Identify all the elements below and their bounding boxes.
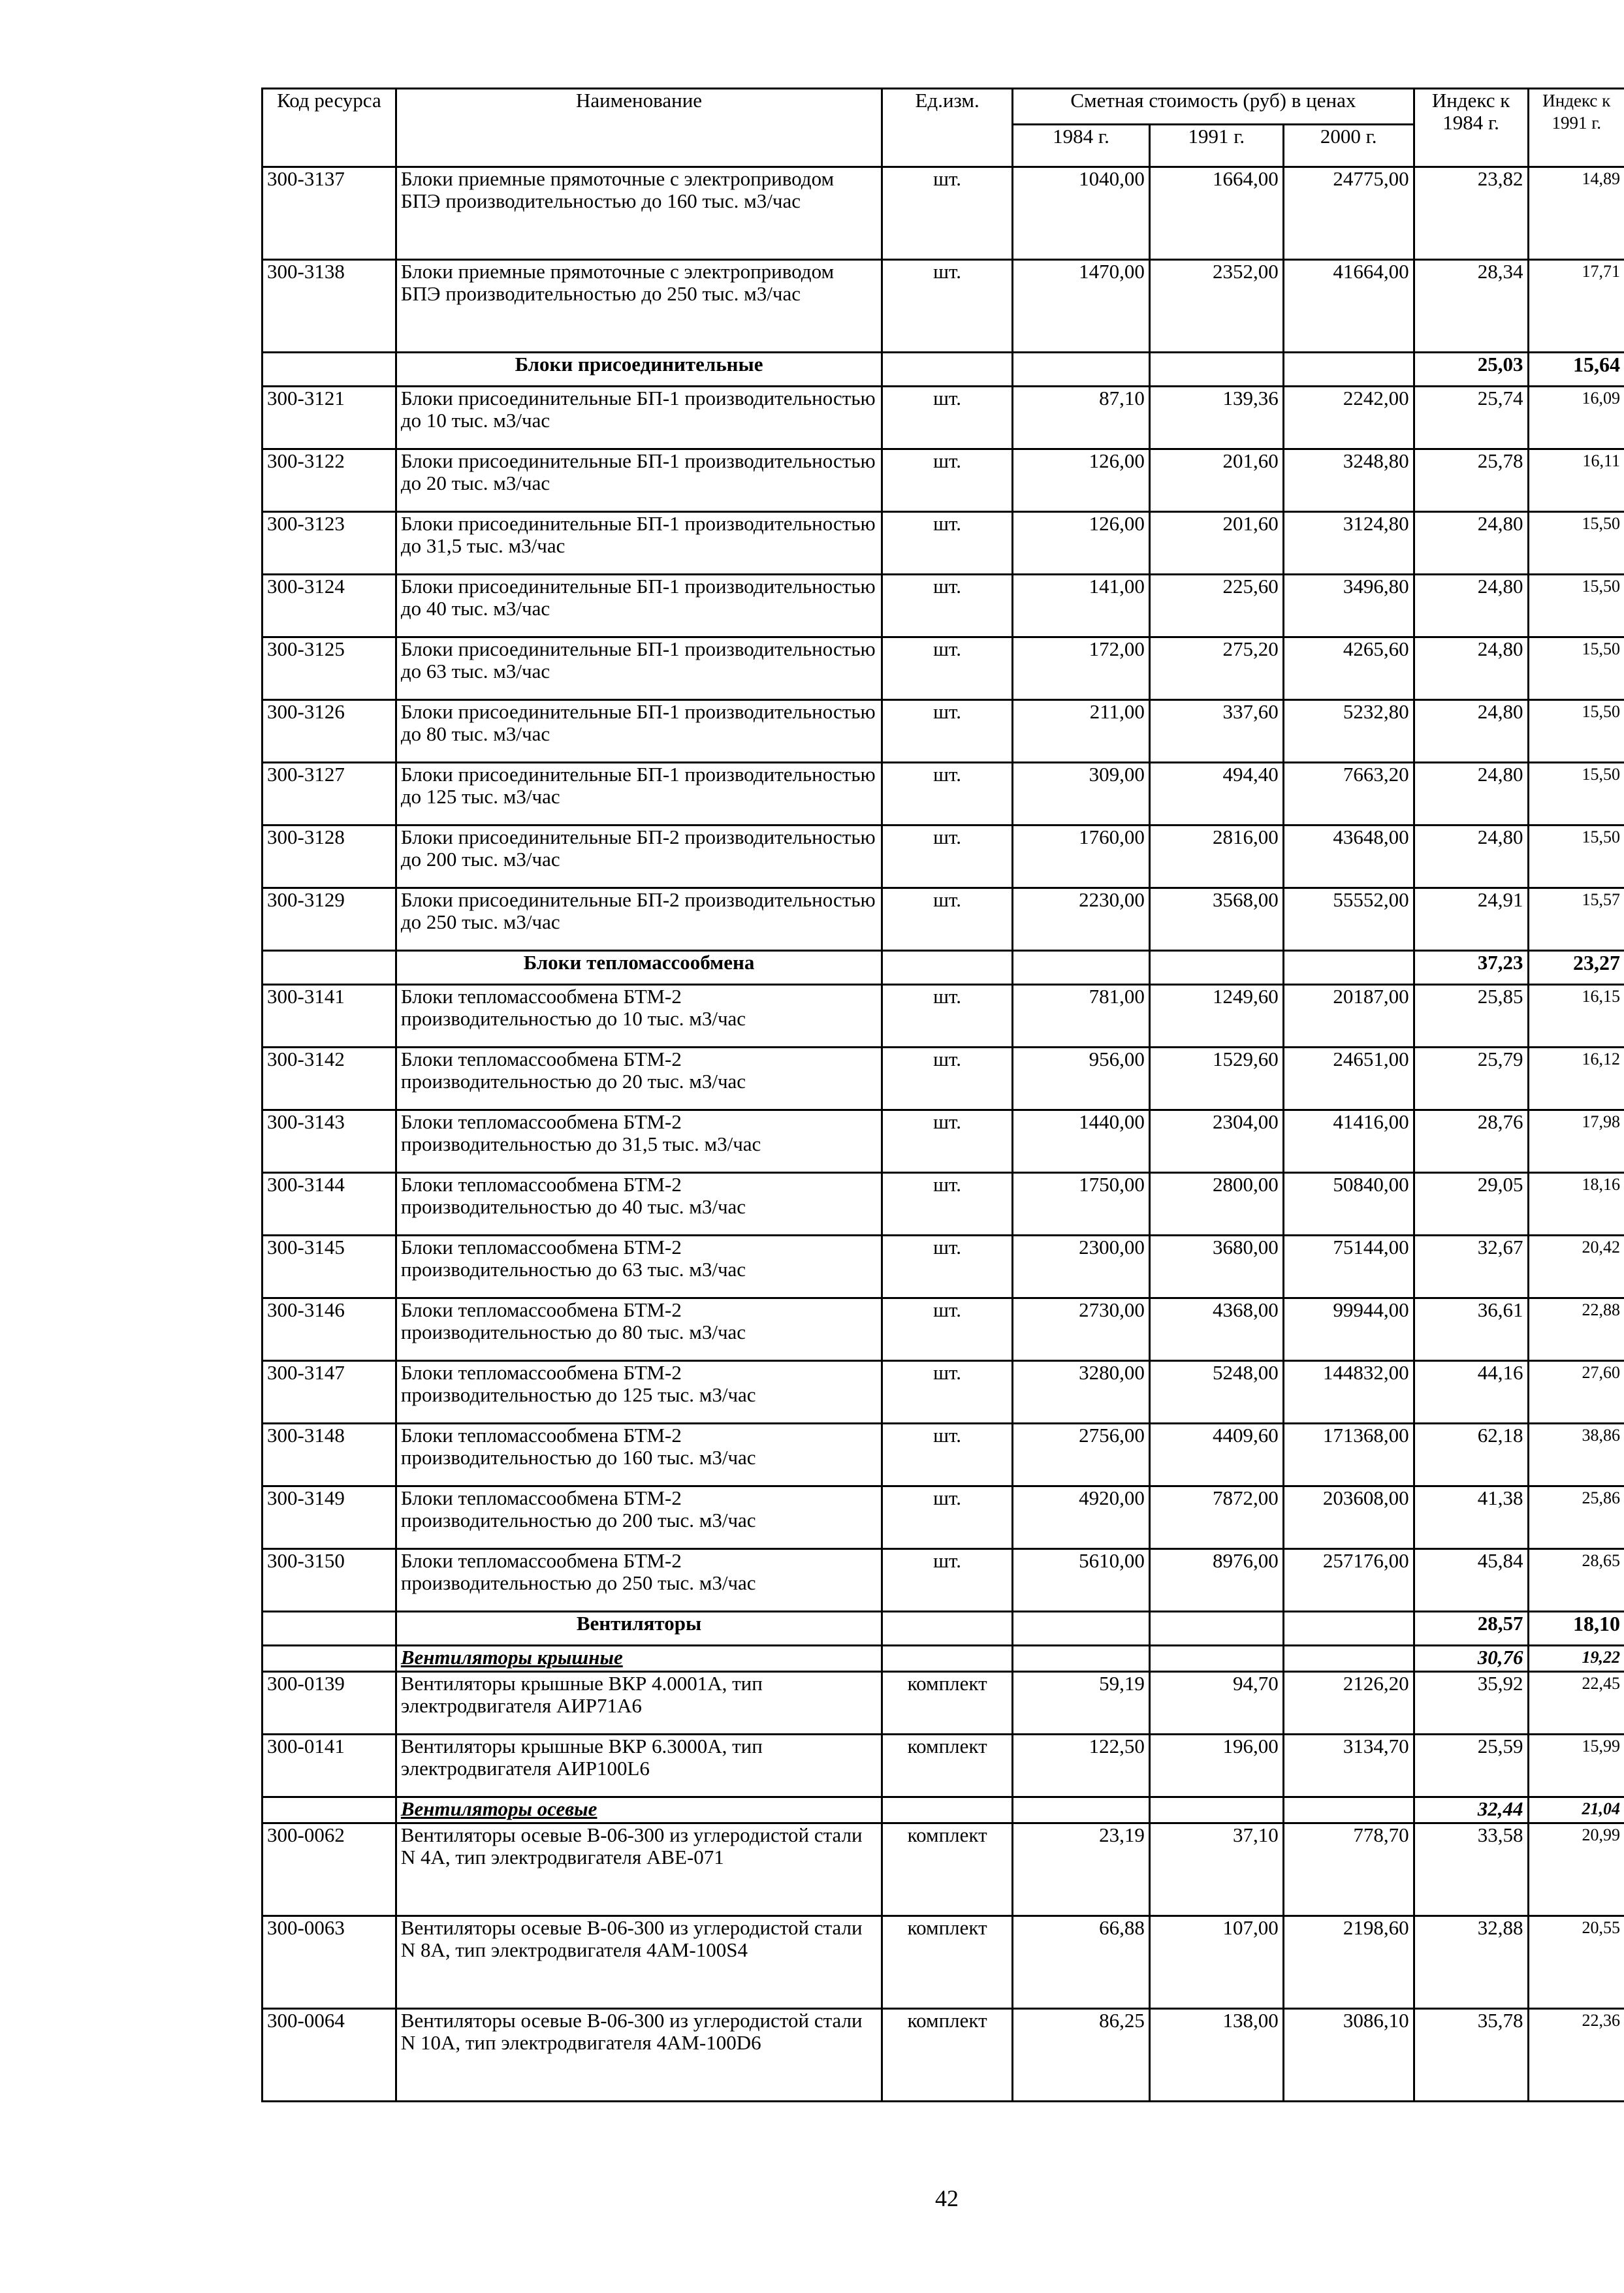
- section-index-1991: 23,27: [1528, 951, 1624, 985]
- price-2000: 5232,80: [1283, 700, 1414, 763]
- unit-of-measure: шт.: [882, 1549, 1013, 1612]
- section-row: [263, 951, 1624, 985]
- resource-name: Блоки тепломассообмена БТМ-2 производительностью до 10 тыс. м3/час: [396, 985, 882, 1048]
- unit-of-measure: шт.: [882, 1424, 1013, 1486]
- index-1991: 22,45: [1528, 1672, 1624, 1735]
- price-2000: 50840,00: [1283, 1173, 1414, 1236]
- table-row: [263, 512, 1624, 575]
- price-1991: 275,20: [1149, 637, 1283, 700]
- index-1991: 14,89: [1528, 167, 1624, 260]
- resource-name: Вентиляторы осевые В-06-300 из углеродистой стали N 10А, тип электродвигателя 4АМ-100D6: [396, 2009, 882, 2102]
- empty-cell: [1149, 1797, 1283, 1823]
- table-row: [263, 888, 1624, 951]
- index-1991: 15,50: [1528, 637, 1624, 700]
- empty-cell: [1283, 1646, 1414, 1672]
- empty-cell: [1149, 1612, 1283, 1646]
- index-1991: 15,50: [1528, 700, 1624, 763]
- resource-name: Блоки присоединительные БП-1 производительностью до 10 тыс. м3/час: [396, 387, 882, 449]
- resource-code: 300-3124: [263, 575, 396, 637]
- resource-name: Вентиляторы крышные ВКР 6.3000А, тип электродвигателя АИР100L6: [396, 1735, 882, 1797]
- resource-name: Вентиляторы крышные ВКР 4.0001А, тип электродвигателя АИР71А6: [396, 1672, 882, 1735]
- resource-code: 300-0062: [263, 1823, 396, 1916]
- table-row: [263, 167, 1624, 260]
- unit-of-measure: комплект: [882, 1672, 1013, 1735]
- price-2000: 41664,00: [1283, 260, 1414, 353]
- section-row: [263, 1612, 1624, 1646]
- price-1984: 126,00: [1013, 512, 1150, 575]
- index-1991: 28,65: [1528, 1549, 1624, 1612]
- index-1984: 36,61: [1414, 1298, 1528, 1361]
- header-unit: Ед.изм.: [882, 89, 1013, 167]
- price-2000: 3248,80: [1283, 449, 1414, 512]
- price-1984: 59,19: [1013, 1672, 1150, 1735]
- unit-of-measure: шт.: [882, 449, 1013, 512]
- price-1991: 4409,60: [1149, 1424, 1283, 1486]
- resource-name: Блоки присоединительные БП-2 производительностью до 250 тыс. м3/час: [396, 888, 882, 951]
- resource-code: 300-3144: [263, 1173, 396, 1236]
- empty-cell: [1013, 951, 1150, 985]
- index-1984: 25,79: [1414, 1048, 1528, 1110]
- unit-of-measure: шт.: [882, 763, 1013, 826]
- section-index-1984: 25,03: [1414, 353, 1528, 387]
- subsection-index-1991: 19,22: [1528, 1646, 1624, 1672]
- table-row: [263, 1173, 1624, 1236]
- price-1991: 201,60: [1149, 449, 1283, 512]
- resource-name: Блоки приемные прямоточные с электроприводом БПЭ производительностью до 160 тыс. м3/час: [396, 167, 882, 260]
- resource-name: Блоки тепломассообмена БТМ-2 производительностью до 20 тыс. м3/час: [396, 1048, 882, 1110]
- table-row: [263, 260, 1624, 353]
- header-index-1984: Индекс к 1984 г.: [1414, 89, 1528, 167]
- section-title: Вентиляторы: [396, 1612, 882, 1646]
- price-2000: 171368,00: [1283, 1424, 1414, 1486]
- resource-code: 300-3127: [263, 763, 396, 826]
- resource-code: 300-3149: [263, 1486, 396, 1549]
- empty-cell: [1283, 353, 1414, 387]
- resource-code: 300-3123: [263, 512, 396, 575]
- index-1984: 24,80: [1414, 826, 1528, 888]
- resource-code: 300-3128: [263, 826, 396, 888]
- header-row-1: [263, 89, 1624, 125]
- unit-of-measure: шт.: [882, 1236, 1013, 1298]
- table-row: [263, 449, 1624, 512]
- price-1984: 211,00: [1013, 700, 1150, 763]
- price-2000: 75144,00: [1283, 1236, 1414, 1298]
- index-1984: 24,80: [1414, 700, 1528, 763]
- index-1991: 16,12: [1528, 1048, 1624, 1110]
- price-1984: 86,25: [1013, 2009, 1150, 2102]
- index-1984: 32,88: [1414, 1916, 1528, 2009]
- index-1984: 35,92: [1414, 1672, 1528, 1735]
- index-1991: 38,86: [1528, 1424, 1624, 1486]
- index-1984: 24,91: [1414, 888, 1528, 951]
- section-code-cell: [263, 951, 396, 985]
- price-2000: 144832,00: [1283, 1361, 1414, 1424]
- index-1991: 20,55: [1528, 1916, 1624, 2009]
- resource-code: 300-0141: [263, 1735, 396, 1797]
- price-1991: 94,70: [1149, 1672, 1283, 1735]
- index-1991: 15,99: [1528, 1735, 1624, 1797]
- unit-of-measure: шт.: [882, 1110, 1013, 1173]
- price-1984: 1440,00: [1013, 1110, 1150, 1173]
- table-row: [263, 700, 1624, 763]
- resource-name: Блоки присоединительные БП-1 производительностью до 80 тыс. м3/час: [396, 700, 882, 763]
- section-index-1991: 18,10: [1528, 1612, 1624, 1646]
- unit-of-measure: шт.: [882, 700, 1013, 763]
- subsection-index-1984: 32,44: [1414, 1797, 1528, 1823]
- index-1991: 16,15: [1528, 985, 1624, 1048]
- empty-cell: [882, 1646, 1013, 1672]
- index-1984: 28,34: [1414, 260, 1528, 353]
- page-number: 42: [935, 2185, 959, 2211]
- price-1991: 2800,00: [1149, 1173, 1283, 1236]
- empty-cell: [1283, 1612, 1414, 1646]
- table-row: [263, 1823, 1624, 1916]
- resource-name: Блоки тепломассообмена БТМ-2 производительностью до 125 тыс. м3/час: [396, 1361, 882, 1424]
- header-cost-group: Сметная стоимость (руб) в ценах: [1013, 89, 1414, 125]
- price-1991: 8976,00: [1149, 1549, 1283, 1612]
- table-row: [263, 1735, 1624, 1797]
- price-1984: 122,50: [1013, 1735, 1150, 1797]
- index-1984: 62,18: [1414, 1424, 1528, 1486]
- resource-code: 300-3138: [263, 260, 396, 353]
- price-2000: 3086,10: [1283, 2009, 1414, 2102]
- index-1984: 24,80: [1414, 637, 1528, 700]
- price-1991: 3568,00: [1149, 888, 1283, 951]
- price-1984: 3280,00: [1013, 1361, 1150, 1424]
- price-1991: 494,40: [1149, 763, 1283, 826]
- index-1991: 15,50: [1528, 763, 1624, 826]
- price-2000: 203608,00: [1283, 1486, 1414, 1549]
- subsection-code-cell: [263, 1797, 396, 1823]
- table-row: [263, 637, 1624, 700]
- section-title: Блоки присоединительные: [396, 353, 882, 387]
- resource-code: 300-3141: [263, 985, 396, 1048]
- header-code: Код ресурса: [263, 89, 396, 167]
- section-index-1984: 28,57: [1414, 1612, 1528, 1646]
- resource-name: Вентиляторы осевые В-06-300 из углеродистой стали N 8А, тип электродвигателя 4АМ-100S4: [396, 1916, 882, 2009]
- table-row: [263, 1916, 1624, 2009]
- resource-code: 300-3148: [263, 1424, 396, 1486]
- price-1984: 781,00: [1013, 985, 1150, 1048]
- price-1991: 5248,00: [1149, 1361, 1283, 1424]
- resource-name: Блоки тепломассообмена БТМ-2 производительностью до 31,5 тыс. м3/час: [396, 1110, 882, 1173]
- unit-of-measure: шт.: [882, 575, 1013, 637]
- price-1991: 225,60: [1149, 575, 1283, 637]
- price-1991: 1249,60: [1149, 985, 1283, 1048]
- index-1984: 33,58: [1414, 1823, 1528, 1916]
- price-1984: 87,10: [1013, 387, 1150, 449]
- index-1984: 35,78: [1414, 2009, 1528, 2102]
- unit-of-measure: шт.: [882, 985, 1013, 1048]
- price-1991: 1529,60: [1149, 1048, 1283, 1110]
- table-row: [263, 1549, 1624, 1612]
- section-code-cell: [263, 353, 396, 387]
- index-1991: 15,50: [1528, 512, 1624, 575]
- unit-of-measure: шт.: [882, 826, 1013, 888]
- price-1984: 309,00: [1013, 763, 1150, 826]
- subsection-index-1991: 21,04: [1528, 1797, 1624, 1823]
- index-1984: 24,80: [1414, 763, 1528, 826]
- price-2000: 55552,00: [1283, 888, 1414, 951]
- price-2000: 2126,20: [1283, 1672, 1414, 1735]
- price-1991: 37,10: [1149, 1823, 1283, 1916]
- unit-of-measure: шт.: [882, 167, 1013, 260]
- price-1984: 1750,00: [1013, 1173, 1150, 1236]
- section-row: [263, 353, 1624, 387]
- section-title: Блоки тепломассообмена: [396, 951, 882, 985]
- index-1984: 44,16: [1414, 1361, 1528, 1424]
- resource-name: Блоки тепломассообмена БТМ-2 производительностью до 80 тыс. м3/час: [396, 1298, 882, 1361]
- price-1991: 2816,00: [1149, 826, 1283, 888]
- resource-name: Блоки присоединительные БП-1 производительностью до 20 тыс. м3/час: [396, 449, 882, 512]
- price-2000: 24651,00: [1283, 1048, 1414, 1110]
- index-1984: 24,80: [1414, 575, 1528, 637]
- index-1991: 16,09: [1528, 387, 1624, 449]
- index-1984: 25,74: [1414, 387, 1528, 449]
- price-1991: 196,00: [1149, 1735, 1283, 1797]
- subsection-title: Вентиляторы крышные: [396, 1646, 882, 1672]
- resource-code: 300-3145: [263, 1236, 396, 1298]
- price-2000: 3134,70: [1283, 1735, 1414, 1797]
- header-name: Наименование: [396, 89, 882, 167]
- price-2000: 4265,60: [1283, 637, 1414, 700]
- resource-name: Блоки присоединительные БП-1 производительностью до 40 тыс. м3/час: [396, 575, 882, 637]
- empty-cell: [1013, 1797, 1150, 1823]
- table-row: [263, 1672, 1624, 1735]
- index-1984: 41,38: [1414, 1486, 1528, 1549]
- index-1991: 15,57: [1528, 888, 1624, 951]
- resource-code: 300-3129: [263, 888, 396, 951]
- price-1984: 141,00: [1013, 575, 1150, 637]
- price-1984: 126,00: [1013, 449, 1150, 512]
- index-1984: 23,82: [1414, 167, 1528, 260]
- price-1991: 201,60: [1149, 512, 1283, 575]
- index-1984: 25,59: [1414, 1735, 1528, 1797]
- unit-of-measure: комплект: [882, 2009, 1013, 2102]
- price-2000: 7663,20: [1283, 763, 1414, 826]
- price-1991: 3680,00: [1149, 1236, 1283, 1298]
- resource-name: Блоки присоединительные БП-1 производительностью до 125 тыс. м3/час: [396, 763, 882, 826]
- index-1991: 16,11: [1528, 449, 1624, 512]
- resource-code: 300-0064: [263, 2009, 396, 2102]
- resource-code: 300-3143: [263, 1110, 396, 1173]
- table-row: [263, 1486, 1624, 1549]
- index-1984: 25,85: [1414, 985, 1528, 1048]
- index-1984: 25,78: [1414, 449, 1528, 512]
- table-row: [263, 1298, 1624, 1361]
- header-index-1991: Индекс к 1991 г.: [1528, 89, 1624, 167]
- resource-code: 300-3122: [263, 449, 396, 512]
- subsection-code-cell: [263, 1646, 396, 1672]
- index-1991: 17,98: [1528, 1110, 1624, 1173]
- price-2000: 778,70: [1283, 1823, 1414, 1916]
- price-1984: 2730,00: [1013, 1298, 1150, 1361]
- resource-name: Блоки присоединительные БП-2 производительностью до 200 тыс. м3/час: [396, 826, 882, 888]
- index-1991: 15,50: [1528, 826, 1624, 888]
- unit-of-measure: шт.: [882, 260, 1013, 353]
- resource-code: 300-3146: [263, 1298, 396, 1361]
- price-2000: 2242,00: [1283, 387, 1414, 449]
- index-1984: 45,84: [1414, 1549, 1528, 1612]
- resource-name: Блоки присоединительные БП-1 производительностью до 31,5 тыс. м3/час: [396, 512, 882, 575]
- section-code-cell: [263, 1612, 396, 1646]
- price-2000: 20187,00: [1283, 985, 1414, 1048]
- resource-code: 300-3142: [263, 1048, 396, 1110]
- empty-cell: [1013, 1646, 1150, 1672]
- empty-cell: [1283, 951, 1414, 985]
- price-1984: 1760,00: [1013, 826, 1150, 888]
- empty-cell: [882, 1612, 1013, 1646]
- subsection-row: [263, 1797, 1624, 1823]
- empty-cell: [1013, 353, 1150, 387]
- price-2000: 3124,80: [1283, 512, 1414, 575]
- resource-name: Блоки тепломассообмена БТМ-2 производительностью до 200 тыс. м3/час: [396, 1486, 882, 1549]
- index-1984: 28,76: [1414, 1110, 1528, 1173]
- resource-name: Блоки тепломассообмена БТМ-2 производительностью до 40 тыс. м3/час: [396, 1173, 882, 1236]
- unit-of-measure: комплект: [882, 1916, 1013, 2009]
- price-1984: 66,88: [1013, 1916, 1150, 2009]
- table-row: [263, 763, 1624, 826]
- price-1984: 1040,00: [1013, 167, 1150, 260]
- unit-of-measure: шт.: [882, 1486, 1013, 1549]
- resource-name: Блоки тепломассообмена БТМ-2 производительностью до 160 тыс. м3/час: [396, 1424, 882, 1486]
- unit-of-measure: шт.: [882, 1048, 1013, 1110]
- table-row: [263, 985, 1624, 1048]
- table-row: [263, 1110, 1624, 1173]
- resource-code: 300-3137: [263, 167, 396, 260]
- price-1991: 1664,00: [1149, 167, 1283, 260]
- price-1984: 5610,00: [1013, 1549, 1150, 1612]
- empty-cell: [1283, 1797, 1414, 1823]
- header-year-2000: 2000 г.: [1283, 125, 1414, 167]
- price-1991: 139,36: [1149, 387, 1283, 449]
- unit-of-measure: шт.: [882, 888, 1013, 951]
- index-1991: 18,16: [1528, 1173, 1624, 1236]
- price-1991: 107,00: [1149, 1916, 1283, 2009]
- empty-cell: [1149, 951, 1283, 985]
- index-1991: 22,36: [1528, 2009, 1624, 2102]
- price-1991: 2352,00: [1149, 260, 1283, 353]
- unit-of-measure: комплект: [882, 1735, 1013, 1797]
- table-row: [263, 575, 1624, 637]
- resource-name: Блоки тепломассообмена БТМ-2 производительностью до 250 тыс. м3/час: [396, 1549, 882, 1612]
- index-1991: 20,99: [1528, 1823, 1624, 1916]
- unit-of-measure: шт.: [882, 1173, 1013, 1236]
- section-index-1991: 15,64: [1528, 353, 1624, 387]
- resource-code: 300-3150: [263, 1549, 396, 1612]
- resource-name: Блоки тепломассообмена БТМ-2 производительностью до 63 тыс. м3/час: [396, 1236, 882, 1298]
- empty-cell: [882, 951, 1013, 985]
- resource-code: 300-0139: [263, 1672, 396, 1735]
- table-row: [263, 387, 1624, 449]
- index-1991: 25,86: [1528, 1486, 1624, 1549]
- price-2000: 257176,00: [1283, 1549, 1414, 1612]
- price-1991: 2304,00: [1149, 1110, 1283, 1173]
- subsection-row: [263, 1646, 1624, 1672]
- price-1984: 1470,00: [1013, 260, 1150, 353]
- price-1984: 2756,00: [1013, 1424, 1150, 1486]
- index-1991: 17,71: [1528, 260, 1624, 353]
- resource-code: 300-3147: [263, 1361, 396, 1424]
- unit-of-measure: шт.: [882, 1298, 1013, 1361]
- subsection-index-1984: 30,76: [1414, 1646, 1528, 1672]
- index-1984: 32,67: [1414, 1236, 1528, 1298]
- unit-of-measure: комплект: [882, 1823, 1013, 1916]
- resource-code: 300-3125: [263, 637, 396, 700]
- subsection-title: Вентиляторы осевые: [396, 1797, 882, 1823]
- resource-code: 300-0063: [263, 1916, 396, 2009]
- price-2000: 24775,00: [1283, 167, 1414, 260]
- price-1984: 23,19: [1013, 1823, 1150, 1916]
- resource-price-table: [261, 88, 1624, 2102]
- empty-cell: [882, 353, 1013, 387]
- table-row: [263, 1236, 1624, 1298]
- index-1984: 29,05: [1414, 1173, 1528, 1236]
- index-1984: 24,80: [1414, 512, 1528, 575]
- table-row: [263, 1048, 1624, 1110]
- price-1991: 337,60: [1149, 700, 1283, 763]
- section-index-1984: 37,23: [1414, 951, 1528, 985]
- price-2000: 2198,60: [1283, 1916, 1414, 2009]
- header-year-1984: 1984 г.: [1013, 125, 1150, 167]
- unit-of-measure: шт.: [882, 512, 1013, 575]
- price-1984: 172,00: [1013, 637, 1150, 700]
- price-2000: 3496,80: [1283, 575, 1414, 637]
- table-row: [263, 826, 1624, 888]
- resource-code: 300-3121: [263, 387, 396, 449]
- resource-name: Блоки присоединительные БП-1 производительностью до 63 тыс. м3/час: [396, 637, 882, 700]
- price-1984: 2230,00: [1013, 888, 1150, 951]
- price-1991: 7872,00: [1149, 1486, 1283, 1549]
- header-year-1991: 1991 г.: [1149, 125, 1283, 167]
- price-2000: 99944,00: [1283, 1298, 1414, 1361]
- resource-name: Вентиляторы осевые В-06-300 из углеродистой стали N 4А, тип электродвигателя АВЕ-071: [396, 1823, 882, 1916]
- empty-cell: [1149, 353, 1283, 387]
- price-1991: 138,00: [1149, 2009, 1283, 2102]
- unit-of-measure: шт.: [882, 1361, 1013, 1424]
- table-row: [263, 1424, 1624, 1486]
- table-row: [263, 2009, 1624, 2102]
- index-1991: 15,50: [1528, 575, 1624, 637]
- price-2000: 41416,00: [1283, 1110, 1414, 1173]
- price-1984: 4920,00: [1013, 1486, 1150, 1549]
- price-1984: 956,00: [1013, 1048, 1150, 1110]
- empty-cell: [882, 1797, 1013, 1823]
- empty-cell: [1013, 1612, 1150, 1646]
- unit-of-measure: шт.: [882, 387, 1013, 449]
- table-row: [263, 1361, 1624, 1424]
- index-1991: 27,60: [1528, 1361, 1624, 1424]
- price-1991: 4368,00: [1149, 1298, 1283, 1361]
- empty-cell: [1149, 1646, 1283, 1672]
- resource-name: Блоки приемные прямоточные с электроприводом БПЭ производительностью до 250 тыс. м3/час: [396, 260, 882, 353]
- price-2000: 43648,00: [1283, 826, 1414, 888]
- price-1984: 2300,00: [1013, 1236, 1150, 1298]
- index-1991: 20,42: [1528, 1236, 1624, 1298]
- resource-code: 300-3126: [263, 700, 396, 763]
- index-1991: 22,88: [1528, 1298, 1624, 1361]
- unit-of-measure: шт.: [882, 637, 1013, 700]
